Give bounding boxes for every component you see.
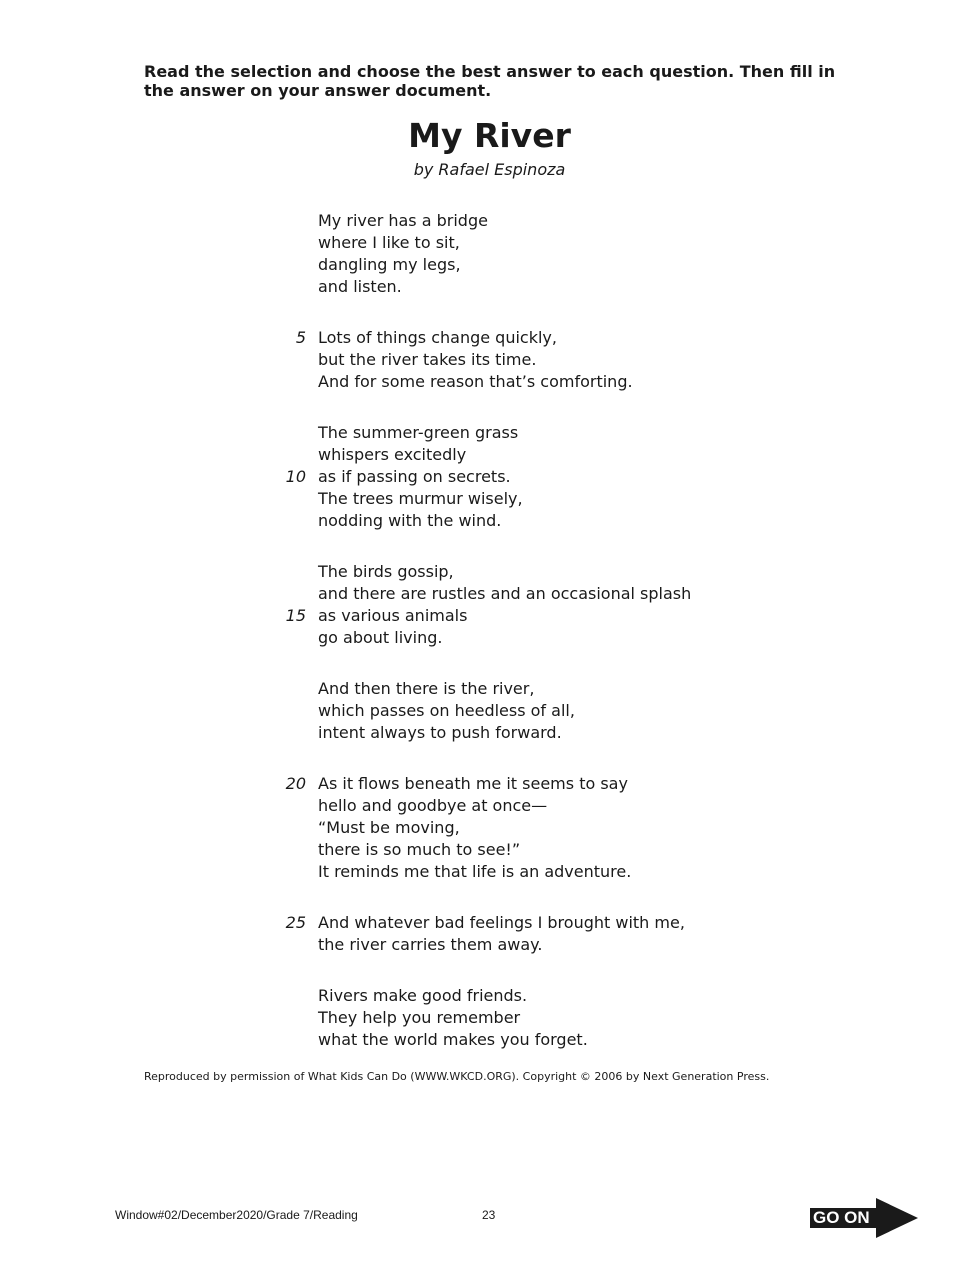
poem-stanza <box>280 912 760 956</box>
poem-line <box>280 422 760 444</box>
poem-line <box>280 276 760 298</box>
footer-page-number: 23 <box>482 1208 496 1222</box>
line-text: The summer-green grass <box>318 423 519 442</box>
line-text: It reminds me that life is an adventure. <box>318 862 632 881</box>
copyright-credit: Reproduced by permission of What Kids Can Do (WWW.WKCD.ORG). Copyright © 2006 by Next Generation Press. <box>144 1070 770 1083</box>
line-text: And for some reason that’s comforting. <box>318 372 633 391</box>
poem-line <box>280 444 760 466</box>
poem-line <box>280 934 760 956</box>
line-text: Rivers make good friends. <box>318 986 528 1005</box>
line-text: As it flows beneath me it seems to say <box>318 774 628 793</box>
line-text: as various animals <box>318 606 468 625</box>
line-text: there is so much to see!” <box>318 840 521 859</box>
line-text: but the river takes its time. <box>318 350 537 369</box>
line-number: 25 <box>285 913 306 932</box>
poem-line <box>280 912 760 934</box>
poem-line <box>280 627 760 649</box>
poem-stanza <box>280 773 760 883</box>
poem-line <box>280 254 760 276</box>
poem-body <box>280 210 760 1080</box>
line-text: intent always to push forward. <box>318 723 562 742</box>
line-text: The trees murmur wisely, <box>318 489 523 508</box>
poem-title: My River <box>408 116 571 155</box>
poem-line <box>280 795 760 817</box>
line-text: the river carries them away. <box>318 935 543 954</box>
line-text: My river has a bridge <box>318 211 488 230</box>
poem-stanza <box>280 327 760 393</box>
poem-line <box>280 210 760 232</box>
poem-stanza <box>280 210 760 298</box>
line-text: The birds gossip, <box>318 562 454 581</box>
poem-stanza <box>280 678 760 744</box>
line-text: Lots of things change quickly, <box>318 328 557 347</box>
poem-stanza <box>280 561 760 649</box>
arrow-right-icon <box>876 1198 918 1238</box>
poem-line <box>280 349 760 371</box>
poem-line <box>280 371 760 393</box>
line-text: They help you remember <box>318 1008 521 1027</box>
poem-byline: by Rafael Espinoza <box>413 160 566 179</box>
go-on-indicator <box>810 1198 920 1238</box>
poem-line <box>280 861 760 883</box>
line-text: which passes on heedless of all, <box>318 701 575 720</box>
poem-line <box>280 817 760 839</box>
poem-stanza <box>280 422 760 532</box>
poem-line <box>280 605 760 627</box>
line-text: And whatever bad feelings I brought with me, <box>318 913 685 932</box>
poem-line <box>280 510 760 532</box>
poem-line <box>280 985 760 1007</box>
poem-line <box>280 232 760 254</box>
poem-line <box>280 466 760 488</box>
poem-line <box>280 583 760 605</box>
poem-stanza <box>280 985 760 1051</box>
line-number: 5 <box>295 328 306 347</box>
line-number: 10 <box>285 467 306 486</box>
line-text: “Must be moving, <box>318 818 460 837</box>
line-text: go about living. <box>318 628 443 647</box>
poem-line <box>280 488 760 510</box>
poem-line <box>280 327 760 349</box>
line-text: and listen. <box>318 277 402 296</box>
line-text: And then there is the river, <box>318 679 535 698</box>
poem-line <box>280 678 760 700</box>
poem-line <box>280 773 760 795</box>
line-text: hello and goodbye at once— <box>318 796 548 815</box>
line-text: dangling my legs, <box>318 255 461 274</box>
line-number: 20 <box>285 774 306 793</box>
instructions: Read the selection and choose the best answer to each question. Then fill in the answer on your answer document. <box>144 62 836 100</box>
line-number: 15 <box>285 606 306 625</box>
poem-line <box>280 839 760 861</box>
go-on-label: GO ON <box>813 1208 870 1227</box>
poem-line <box>280 1029 760 1051</box>
footer-document-id: Window#02/December2020/Grade 7/Reading <box>115 1208 358 1222</box>
line-text: where I like to sit, <box>318 233 460 252</box>
line-text: as if passing on secrets. <box>318 467 511 486</box>
line-text: and there are rustles and an occasional splash <box>318 584 692 603</box>
line-text: whispers excitedly <box>318 445 467 464</box>
poem-line <box>280 722 760 744</box>
line-text: what the world makes you forget. <box>318 1030 588 1049</box>
poem-line <box>280 561 760 583</box>
line-text: nodding with the wind. <box>318 511 502 530</box>
poem-line <box>280 1007 760 1029</box>
poem-line <box>280 700 760 722</box>
